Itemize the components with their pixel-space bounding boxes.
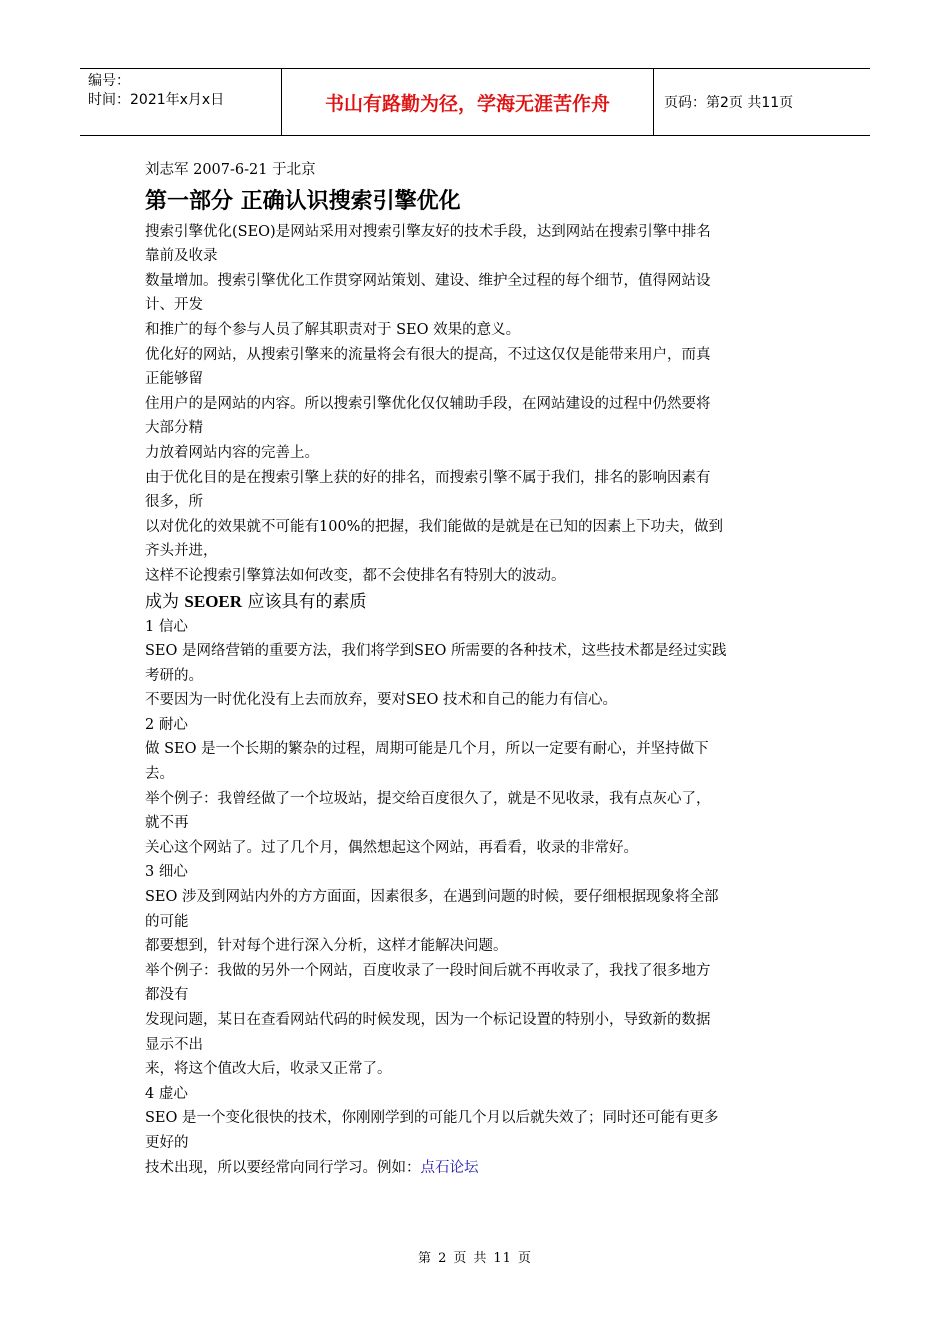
number-label: 编号： <box>88 73 130 89</box>
footer-word-gong: 共 <box>473 1251 488 1266</box>
header-meta <box>80 69 282 135</box>
page-footer <box>0 1247 950 1266</box>
text-line: 4 虚心 <box>145 1085 188 1102</box>
document-body <box>145 158 813 1180</box>
text-line: 3 细心 <box>145 864 188 881</box>
last-line-text: 技术出现，所以要经常向同行学习。例如： <box>145 1159 421 1176</box>
text-line: 齐头并进， <box>145 543 218 560</box>
text-line: 和推广的每个参与人员了解其职责对于 SEO 效果的意义。 <box>145 321 521 338</box>
text-line: 关心这个网站了。过了几个月，偶然想起这个网站，再看看，收录的非常好。 <box>145 839 638 856</box>
text-line: 2 耐心 <box>145 716 188 733</box>
text-line: 去。 <box>145 766 174 783</box>
text-line: SEO 涉及到网站内外的方方面面，因素很多，在遇到问题的时候，要仔细根据现象将全部 <box>145 889 719 906</box>
footer-total-pages: 11 <box>493 1251 512 1266</box>
document-header <box>80 68 870 136</box>
text-line: 正能够留 <box>145 371 203 388</box>
time-label: 时间：2021年x月x日 <box>88 92 225 108</box>
text-line: 很多，所 <box>145 494 203 511</box>
text-line: 来，将这个值改大后，收录又正常了。 <box>145 1061 392 1078</box>
header-motto: 书山有路勤为径，学海无涯苦作舟 <box>282 69 654 135</box>
last-line <box>145 1156 813 1181</box>
text-line: 都要想到，针对每个进行深入分析，这样才能解决问题。 <box>145 938 508 955</box>
text-line: 的可能 <box>145 913 189 930</box>
footer-word-ye-2: 页 <box>517 1251 532 1266</box>
byline: 刘志军 2007-6-21 于北京 <box>145 162 316 178</box>
text-line: 发现问题，某日在查看网站代码的时候发现，因为一个标记设置的特别小，导致新的数据 <box>145 1012 711 1028</box>
text-line: 以对优化的效果就不可能有100%的把握，我们能做的是就是在已知的因素上下功夫，做到 <box>145 518 723 535</box>
text-line: 数量增加。搜索引擎优化工作贯穿网站策划、建设、维护全过程的每个细节，值得网站设 <box>145 272 711 289</box>
text-line: 这样不论搜索引擎算法如何改变，都不会使排名有特别大的波动。 <box>145 567 566 584</box>
text-line: 举个例子：我曾经做了一个垃圾站，提交给百度很久了，就是不见收录，我有点灰心了， <box>145 790 711 807</box>
text-line: 不要因为一时优化没有上去而放弃，要对SEO 技术和自己的能力有信心。 <box>145 692 618 709</box>
text-line: 计、开发 <box>145 297 203 314</box>
section-title <box>145 589 813 615</box>
forum-link[interactable]: 点石论坛 <box>420 1159 479 1176</box>
text-line: SEO 是一个变化很快的技术，你刚刚学到的可能几个月以后就失效了；同时还可能有更多 <box>145 1110 719 1127</box>
header-page-info: 页码：第2页 共11页 <box>664 95 794 111</box>
text-line: SEO 是网络营销的重要方法，我们将学到SEO 所需要的各种技术，这些技术都是经过实践 <box>145 643 727 660</box>
section-title-bold: SEOER <box>184 591 243 611</box>
text-line: 优化好的网站，从搜索引擎来的流量将会有很大的提高，不过这仅仅是能带来用户，而真 <box>145 346 711 363</box>
footer-page-number: 2 <box>438 1251 448 1266</box>
text-line: 靠前及收录 <box>145 248 218 265</box>
text-line: 更好的 <box>145 1134 189 1151</box>
text-line: 由于优化目的是在搜索引擎上获的好的排名，而搜索引擎不属于我们，排名的影响因素有 <box>145 469 711 486</box>
section-title-prefix: 成为 <box>145 591 185 612</box>
text-line: 都没有 <box>145 987 189 1004</box>
section-title-suffix: 应该具有的素质 <box>242 591 367 612</box>
footer-word-di: 第 <box>418 1251 433 1266</box>
text-line: 就不再 <box>145 815 189 832</box>
text-line: 住用户的是网站的内容。所以搜索引擎优化仅仅辅助手段，在网站建设的过程中仍然要将 <box>145 395 711 412</box>
text-line: 搜索引擎优化(SEO)是网站采用对搜索引擎友好的技术手段，达到网站在搜索引擎中排名 <box>145 223 711 240</box>
text-line: 考研的。 <box>145 667 203 684</box>
text-line: 显示不出 <box>145 1036 203 1053</box>
text-line: 做 SEO 是一个长期的繁杂的过程，周期可能是几个月，所以一定要有耐心，并坚持做下 <box>145 741 709 758</box>
text-line: 1 信心 <box>145 618 188 635</box>
part-title: 第一部分 正确认识搜索引擎优化 <box>145 188 461 214</box>
footer-word-ye: 页 <box>453 1251 468 1266</box>
text-line: 大部分精 <box>145 420 203 437</box>
quality-paragraphs <box>145 615 813 1156</box>
text-line: 力放着网站内容的完善上。 <box>145 444 319 461</box>
intro-paragraphs <box>145 220 813 589</box>
text-line: 举个例子：我做的另外一个网站，百度收录了一段时间后就不再收录了，我找了很多地方 <box>145 962 711 979</box>
